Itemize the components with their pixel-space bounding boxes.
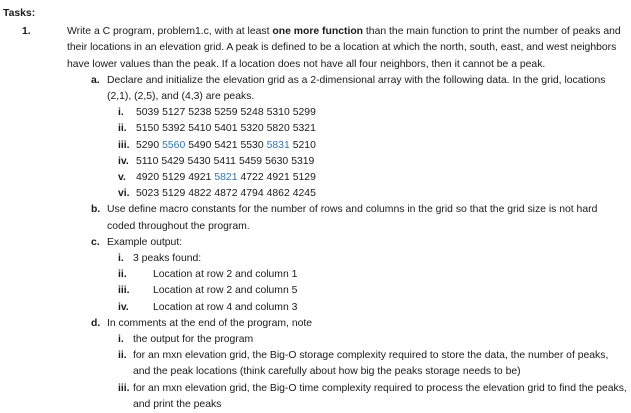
comment-item-marker: i. xyxy=(118,334,124,346)
part-b xyxy=(3,202,627,234)
output-line xyxy=(3,300,627,316)
grid-row xyxy=(3,186,627,202)
grid-cell: 5319 xyxy=(291,155,315,167)
part-c xyxy=(3,235,627,251)
part-c-marker: c. xyxy=(91,236,100,248)
grid-cell: 5421 xyxy=(214,139,238,151)
grid-row xyxy=(3,154,627,170)
grid-cell: 5129 xyxy=(162,172,186,184)
output-line-text: Location at row 2 and column 1 xyxy=(153,269,298,281)
tasks-heading: Tasks: xyxy=(3,8,36,19)
grid-cell: 5321 xyxy=(292,123,316,135)
comment-notes xyxy=(3,332,627,413)
grid-cell: 5110 xyxy=(136,155,159,167)
task-1-marker: 1. xyxy=(22,26,31,38)
grid-cell: 5129 xyxy=(162,188,186,200)
grid-row xyxy=(3,138,627,154)
grid-cell: 4920 xyxy=(136,172,160,184)
output-line-marker: i. xyxy=(118,253,124,265)
grid-cell: 4921 xyxy=(188,172,212,184)
comment-item-marker: ii. xyxy=(118,350,127,362)
output-line-text: Location at row 2 and column 5 xyxy=(153,285,298,297)
grid-cell: 5259 xyxy=(214,107,238,119)
part-d-text: In comments at the end of the program, note xyxy=(107,317,313,329)
grid-cell: 5299 xyxy=(292,107,316,119)
part-a-marker: a. xyxy=(91,74,100,86)
comment-item xyxy=(3,381,627,413)
comment-item-text: the output for the program xyxy=(133,334,254,346)
elevation-grid xyxy=(3,105,627,202)
output-line-marker: iii. xyxy=(118,285,130,297)
grid-cell: 5821 xyxy=(214,172,238,184)
part-b-marker: b. xyxy=(91,204,101,216)
grid-cell: 5530 xyxy=(240,139,264,151)
grid-cell: 4822 xyxy=(188,188,212,200)
part-d-marker: d. xyxy=(91,317,101,329)
grid-cell: 5127 xyxy=(162,107,186,119)
grid-cell: 5023 xyxy=(136,188,160,200)
grid-row xyxy=(3,170,627,186)
task-1 xyxy=(3,24,627,73)
document-page xyxy=(3,6,627,413)
grid-row xyxy=(3,105,627,121)
comment-item xyxy=(3,348,627,380)
part-d xyxy=(3,316,627,332)
output-line xyxy=(3,283,627,299)
part-a-text: Declare and initialize the elevation grid as a 2-dimensional array with the following data. In the grid, locations (2,1), (2,5), and (4,3) are peaks. xyxy=(107,74,606,103)
grid-cell: 5039 xyxy=(136,107,160,119)
grid-cell: 5290 xyxy=(136,139,160,151)
comment-item-marker: iii. xyxy=(118,382,130,394)
grid-row-marker: i. xyxy=(118,107,124,119)
grid-cell: 4872 xyxy=(214,188,238,200)
part-a xyxy=(3,73,627,105)
grid-cell: 4722 xyxy=(240,172,264,184)
grid-cell: 5401 xyxy=(214,123,238,135)
grid-row-marker: ii. xyxy=(118,123,127,135)
grid-cell: 5248 xyxy=(240,107,264,119)
output-line-text: 3 peaks found: xyxy=(133,253,202,265)
part-b-text: Use define macro constants for the number of rows and columns in the grid so that the grid size is not hard coded throughout the program. xyxy=(107,204,598,232)
grid-row-marker: iv. xyxy=(118,155,129,167)
grid-cell: 5490 xyxy=(188,139,212,151)
task-1-text-before: Write a C program, problem1.c, with at least xyxy=(67,26,273,38)
grid-cell: 5630 xyxy=(265,155,289,167)
grid-row-marker: iii. xyxy=(118,139,130,151)
grid-cell: 5410 xyxy=(188,123,212,135)
grid-cell: 5831 xyxy=(266,139,290,151)
grid-cell: 5392 xyxy=(162,123,186,135)
output-line-marker: iv. xyxy=(118,301,129,313)
example-output xyxy=(3,251,627,316)
grid-cell: 5820 xyxy=(266,123,290,135)
grid-cell: 5310 xyxy=(266,107,290,119)
comment-item-text: for an mxn elevation grid, the Big-O time complexity required to process the elevation grid to find the peaks, and print the peaks xyxy=(133,382,627,410)
grid-cell: 5150 xyxy=(136,123,160,135)
grid-row xyxy=(3,121,627,137)
output-line-marker: ii. xyxy=(118,269,127,281)
grid-cell: 4862 xyxy=(266,188,290,200)
grid-cell: 4794 xyxy=(240,188,264,200)
grid-cell: 5560 xyxy=(162,139,186,151)
grid-cell: 5430 xyxy=(187,155,211,167)
grid-cell: 5459 xyxy=(238,155,263,167)
grid-cell: 5129 xyxy=(292,172,316,184)
comment-item-text: for an mxn elevation grid, the Big-O storage complexity required to store the data, the number of peaks, and the peak locations (think carefully about how big the peaks storage needs to be) xyxy=(133,350,609,378)
grid-cell: 5320 xyxy=(240,123,264,135)
grid-cell: 5238 xyxy=(188,107,212,119)
part-c-text: Example output: xyxy=(107,236,183,248)
grid-cell: 5411 xyxy=(213,155,236,167)
comment-item xyxy=(3,332,627,348)
task-1-text-after: than the main function to print the number of peaks and their locations in an elevation grid. A peak is defined to be a location at which the north, south, east, and west neighbors have lower values than the peak. If a location does not have all four neighbors, then it cannot be a peak. xyxy=(67,26,621,70)
output-line xyxy=(3,267,627,283)
grid-cell: 5210 xyxy=(292,139,316,151)
output-line xyxy=(3,251,627,267)
grid-row-marker: vi. xyxy=(118,188,130,200)
grid-row-marker: v. xyxy=(118,172,126,184)
grid-cell: 4245 xyxy=(292,188,316,200)
grid-cell: 5429 xyxy=(161,155,185,167)
output-line-text: Location at row 4 and column 3 xyxy=(153,301,298,313)
grid-cell: 4921 xyxy=(266,172,290,184)
task-1-text-bold: one more function xyxy=(272,26,364,38)
